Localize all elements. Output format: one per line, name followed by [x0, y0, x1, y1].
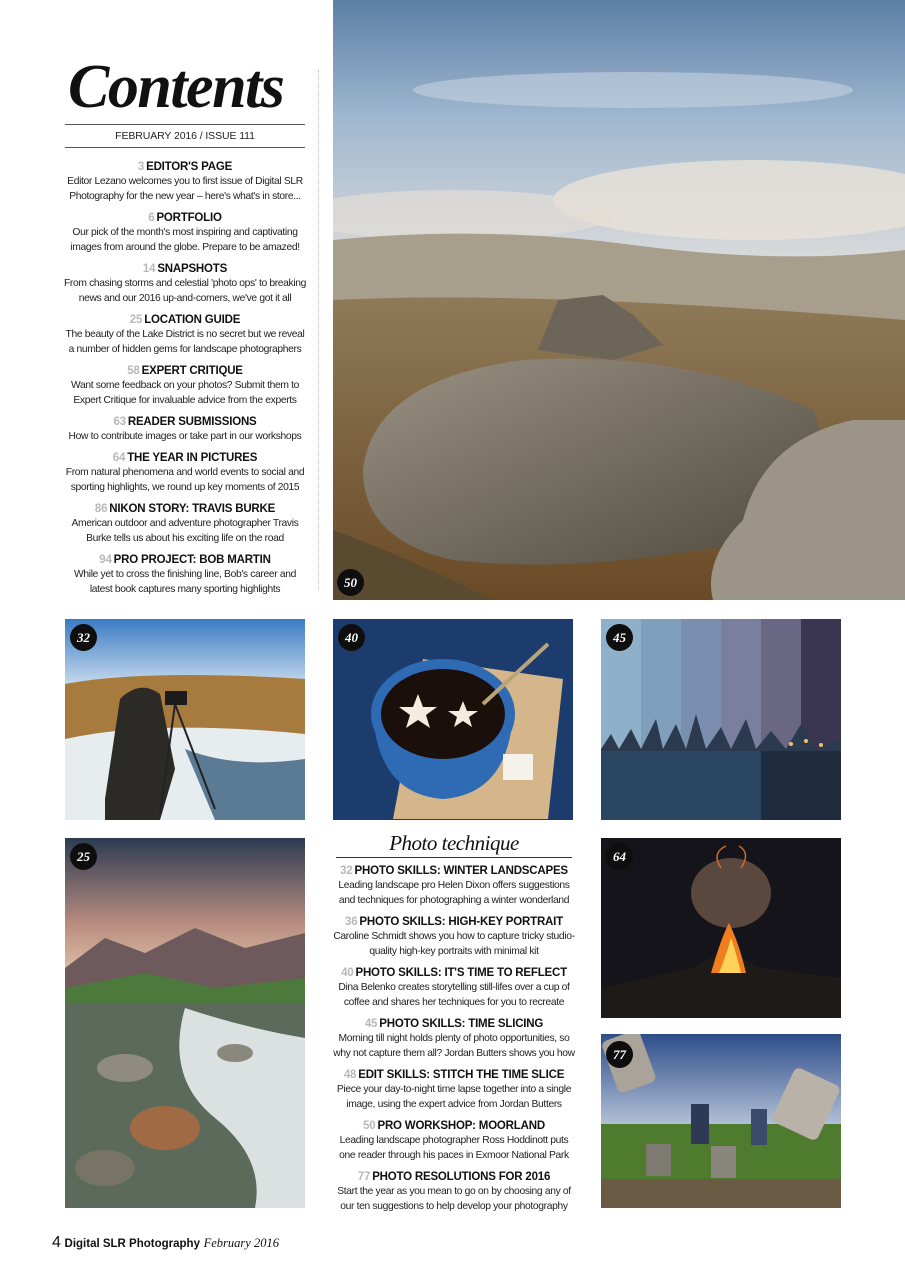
- entry-title: PRO WORKSHOP: MOORLAND: [377, 1120, 545, 1132]
- contents-entry: [332, 1017, 576, 1061]
- issue-line: FEBRUARY 2016 / ISSUE 111: [115, 130, 255, 142]
- magazine-name: Digital SLR Photography: [64, 1238, 200, 1250]
- volcano-eruption-photo: [601, 838, 841, 1018]
- page-number: 4: [52, 1234, 61, 1251]
- entry-heading: [332, 1017, 576, 1031]
- contents-entry: [332, 864, 576, 908]
- entry-page-number: 6: [148, 212, 155, 224]
- entry-description: Start the year as you mean to go on by choosing any of our ten suggestions to help develop your photography: [337, 1186, 571, 1212]
- page-badge-25: 25: [70, 843, 97, 870]
- entry-heading: [62, 211, 308, 225]
- page-badge-64: 64: [606, 843, 633, 870]
- winter-landscape-photo: [65, 619, 305, 820]
- hero-moorland-photo: [333, 0, 905, 600]
- entry-title: EDIT SKILLS: STITCH THE TIME SLICE: [358, 1069, 565, 1081]
- entry-title: PHOTO SKILLS: IT'S TIME TO REFLECT: [355, 967, 567, 979]
- entry-description: Piece your day-to-night time lapse together into a single image, using the expert advice from Jordan Butters: [336, 1084, 572, 1110]
- entry-description: From natural phenomena and world events to social and sporting highlights, we round up key moments of 2015: [65, 467, 305, 493]
- contents-entry: [332, 1119, 576, 1163]
- photo-technique-heading: Photo technique: [389, 831, 519, 855]
- page-badge-50: 50: [337, 569, 364, 596]
- entry-page-number: 40: [341, 967, 354, 979]
- entry-page-number: 3: [137, 161, 145, 173]
- entry-title: NIKON STORY: TRAVIS BURKE: [109, 503, 276, 515]
- entry-heading: [332, 1170, 576, 1184]
- entry-page-number: 45: [364, 1018, 378, 1030]
- tin-can-kids-photo: [601, 1034, 841, 1208]
- entry-description: Dina Belenko creates storytelling still-lifes over a cup of coffee and shares her techniques for you to recreate: [338, 982, 570, 1008]
- entry-page-number: 14: [142, 263, 156, 275]
- entry-title: THE YEAR IN PICTURES: [127, 452, 258, 464]
- entry-heading: [62, 415, 308, 429]
- page-footer: [52, 1234, 279, 1252]
- entry-heading: [332, 915, 576, 929]
- entry-title: LOCATION GUIDE: [144, 314, 241, 326]
- entry-title: EDITOR'S PAGE: [146, 161, 233, 173]
- page-badge-45: 45: [606, 624, 633, 651]
- photo-technique-rule: [336, 857, 572, 858]
- contents-entry: [332, 966, 576, 1010]
- entry-heading: [62, 364, 308, 378]
- entry-heading: [332, 1068, 576, 1082]
- entry-heading: [62, 451, 308, 465]
- entry-description: Our pick of the month's most inspiring and captivating images from around the globe. Prepare to be amazed!: [70, 227, 300, 253]
- entry-title: SNAPSHOTS: [157, 263, 228, 275]
- contents-entry: [62, 502, 308, 546]
- entry-page-number: 94: [99, 554, 112, 566]
- entry-description: Want some feedback on your photos? Submit them to Expert Critique for invaluable advice from the experts: [70, 380, 299, 406]
- entry-page-number: 50: [363, 1120, 376, 1132]
- entry-heading: [332, 1119, 576, 1133]
- time-slice-skyline-photo: [601, 619, 841, 820]
- entry-page-number: 64: [112, 452, 126, 464]
- entry-title: PRO PROJECT: BOB MARTIN: [113, 554, 271, 566]
- entry-heading: [62, 502, 308, 516]
- entry-page-number: 63: [113, 416, 126, 428]
- entry-heading: [62, 262, 308, 276]
- entry-heading: [332, 966, 576, 980]
- photo-technique-list: [332, 864, 576, 1221]
- entry-description: Morning till night holds plenty of photo opportunities, so why not capture them all? Jordan Butters shows you how: [333, 1033, 575, 1059]
- entry-heading: [332, 864, 576, 878]
- entry-title: PHOTO RESOLUTIONS FOR 2016: [372, 1171, 551, 1183]
- entry-description: Leading landscape photographer Ross Hoddinott puts one reader through his paces in Exmoor National Park: [339, 1135, 569, 1161]
- issue-date: February 2016: [203, 1236, 279, 1250]
- entry-page-number: 77: [357, 1171, 371, 1183]
- entry-heading: [62, 313, 308, 327]
- contents-entry: [62, 262, 308, 306]
- contents-entry: [62, 364, 308, 408]
- page-title: Contents: [68, 53, 284, 121]
- entry-title: PHOTO SKILLS: TIME SLICING: [379, 1018, 544, 1030]
- entry-page-number: 25: [129, 314, 143, 326]
- entry-heading: [62, 553, 308, 567]
- entry-page-number: 32: [340, 865, 353, 877]
- page-badge-40: 40: [338, 624, 365, 651]
- title-rule: [65, 124, 305, 125]
- entry-page-number: 86: [94, 503, 108, 515]
- entry-title: READER SUBMISSIONS: [127, 416, 257, 428]
- contents-entry: [62, 160, 308, 204]
- entry-page-number: 48: [343, 1069, 357, 1081]
- contents-entry: [332, 915, 576, 959]
- entry-description: Editor Lezano welcomes you to first issue of Digital SLR Photography for the new year – here's what's in store...: [67, 176, 303, 202]
- lake-district-stream-photo: [65, 838, 305, 1208]
- entry-page-number: 58: [127, 365, 140, 377]
- contents-entry: [62, 553, 308, 597]
- column-divider: [318, 70, 319, 590]
- entry-title: PORTFOLIO: [156, 212, 222, 224]
- contents-entry: [332, 1170, 576, 1214]
- entry-title: PHOTO SKILLS: HIGH-KEY PORTRAIT: [359, 916, 563, 928]
- entry-page-number: 36: [345, 916, 358, 928]
- contents-entry: [62, 211, 308, 255]
- contents-list: [62, 160, 308, 604]
- entry-description: Leading landscape pro Helen Dixon offers suggestions and techniques for photographing a winter wonderland: [338, 880, 570, 906]
- contents-entry: [62, 415, 308, 444]
- entry-description: Caroline Schmidt shows you how to capture tricky studio-quality high-key portraits with minimal kit: [333, 931, 575, 957]
- entry-description: From chasing storms and celestial 'photo ops' to breaking news and our 2016 up-and-comers, we've got it all: [63, 278, 307, 304]
- entry-description: While yet to cross the finishing line, Bob's career and latest book captures many sporting highlights: [74, 569, 296, 595]
- coffee-still-life-photo: [333, 619, 573, 820]
- issue-rule: [65, 147, 305, 148]
- page-badge-77: 77: [606, 1041, 633, 1068]
- contents-entry: [62, 451, 308, 495]
- entry-description: The beauty of the Lake District is no secret but we reveal a number of hidden gems for landscape photographers: [65, 329, 305, 355]
- entry-heading: [62, 160, 308, 174]
- contents-entry: [332, 1068, 576, 1112]
- page-badge-32: 32: [70, 624, 97, 651]
- entry-title: PHOTO SKILLS: WINTER LANDSCAPES: [354, 865, 568, 877]
- entry-title: EXPERT CRITIQUE: [141, 365, 243, 377]
- entry-description: American outdoor and adventure photographer Travis Burke tells us about his exciting life on the road: [71, 518, 299, 544]
- entry-description: How to contribute images or take part in our workshops: [68, 431, 302, 442]
- contents-entry: [62, 313, 308, 357]
